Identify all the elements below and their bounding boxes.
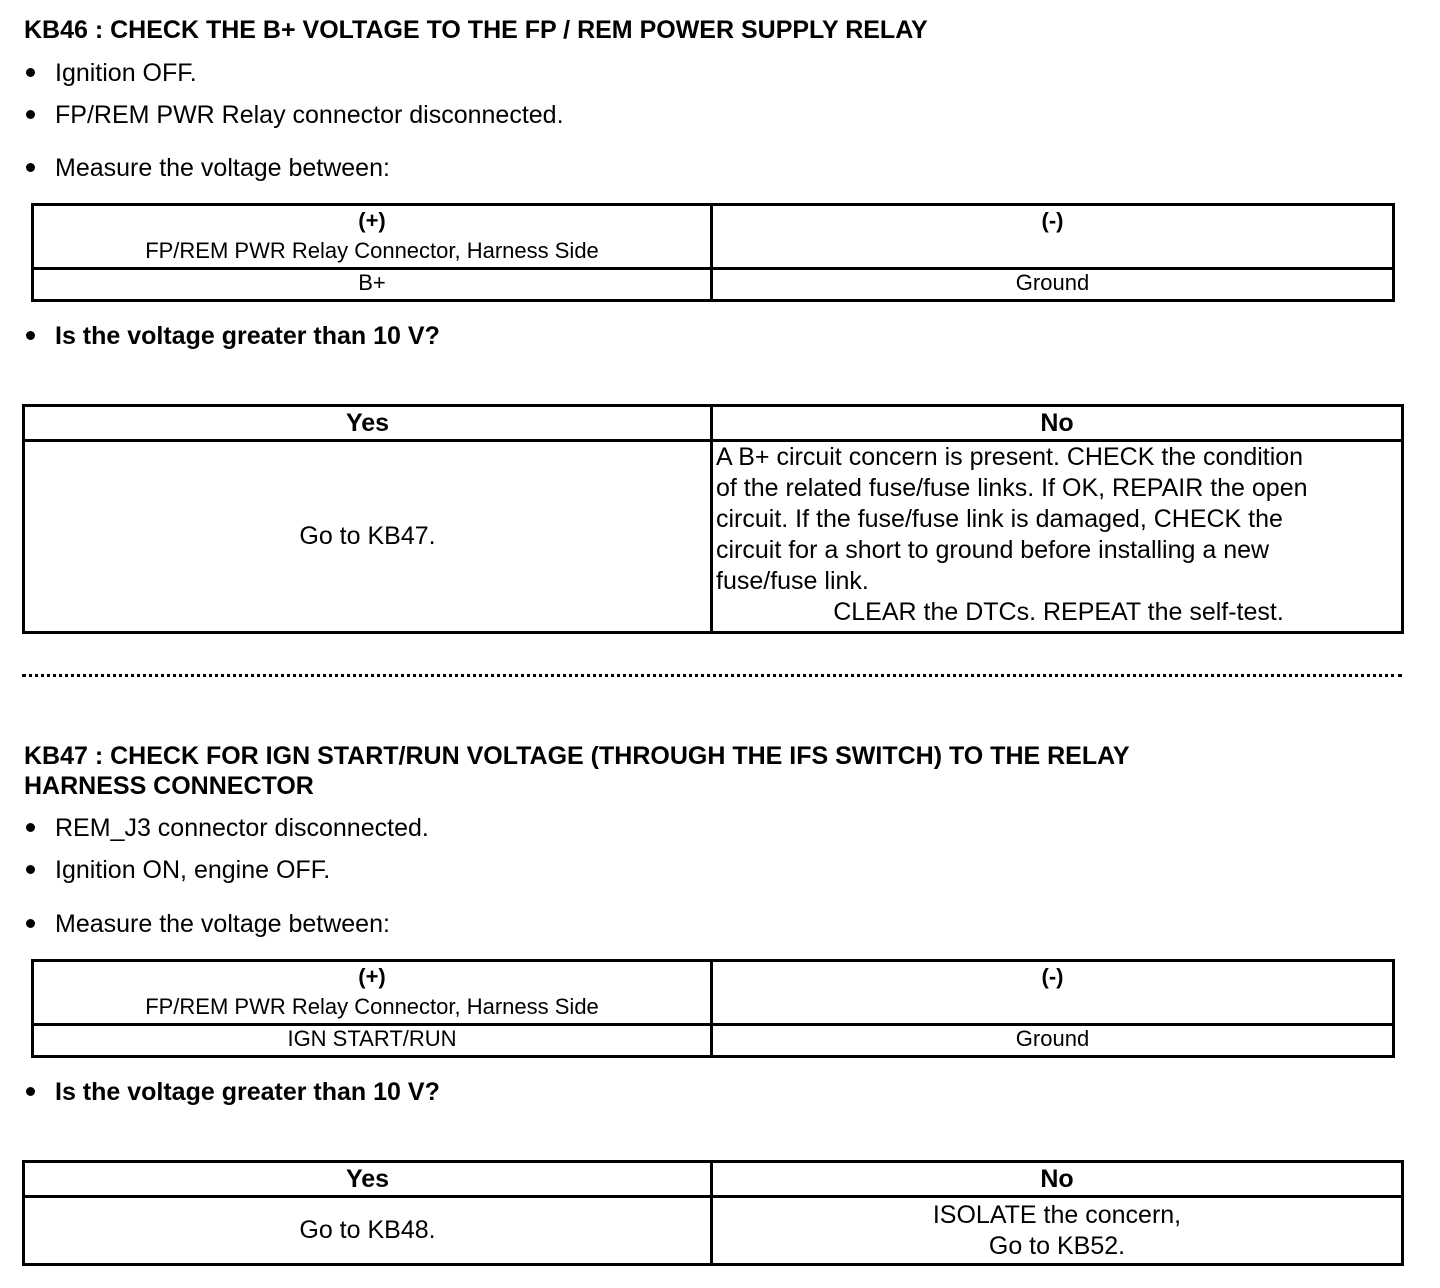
kb46-title: KB46 : CHECK THE B+ VOLTAGE TO THE FP / REM POWER SUPPLY RELAY — [24, 16, 928, 44]
kb47-title-line-2: HARNESS CONNECTOR — [24, 772, 314, 800]
yes-action: Go to KB47. — [24, 441, 712, 633]
positive-sub: FP/REM PWR Relay Connector, Harness Side — [145, 238, 599, 263]
negative-header: (-) — [1041, 208, 1064, 233]
positive-header: (+) — [358, 208, 386, 233]
bullet-icon — [26, 919, 35, 928]
bullet-icon — [26, 865, 35, 874]
yes-header: Yes — [24, 1162, 712, 1197]
kb46-measure-label: Measure the voltage between: — [26, 153, 390, 183]
positive-value: B+ — [33, 269, 712, 301]
positive-lead-cell — [33, 961, 712, 1025]
kb47-measure-table — [31, 959, 1395, 1058]
negative-value: Ground — [712, 269, 1394, 301]
bullet-icon — [26, 68, 35, 77]
kb47-title-line-1: KB47 : CHECK FOR IGN START/RUN VOLTAGE (THROUGH THE IFS SWITCH) TO THE RELAY — [24, 742, 1130, 770]
kb47-bullet-2: Ignition ON, engine OFF. — [26, 855, 330, 885]
kb47-measure-label: Measure the voltage between: — [26, 909, 390, 939]
negative-lead-cell — [712, 961, 1394, 1025]
kb46-bullet-1: Ignition OFF. — [26, 58, 197, 88]
positive-sub: FP/REM PWR Relay Connector, Harness Side — [145, 994, 599, 1019]
no-header: No — [712, 1162, 1403, 1197]
kb47-bullet-1: REM_J3 connector disconnected. — [26, 813, 429, 843]
no-header: No — [712, 406, 1403, 441]
bullet-icon — [26, 331, 35, 340]
kb46-bullet-2: FP/REM PWR Relay connector disconnected. — [26, 100, 564, 130]
negative-lead-cell — [712, 205, 1394, 269]
bullet-icon — [26, 823, 35, 832]
positive-lead-cell — [33, 205, 712, 269]
positive-header: (+) — [358, 964, 386, 989]
kb47-result-table — [22, 1160, 1404, 1266]
bullet-icon — [26, 1087, 35, 1096]
kb47-question: Is the voltage greater than 10 V? — [26, 1077, 440, 1107]
kb46-result-table — [22, 404, 1404, 634]
no-action: A B+ circuit concern is present. CHECK the condition of the related fuse/fuse links. If OK, REPAIR the open circuit. If the fuse/fuse link is damaged, CHECK the circuit for a short to ground before installing a new fuse/fuse link. CLEAR the DTCs. REPEAT the self-test. — [712, 441, 1403, 633]
yes-header: Yes — [24, 406, 712, 441]
kb46-question: Is the voltage greater than 10 V? — [26, 321, 440, 351]
negative-value: Ground — [712, 1025, 1394, 1057]
yes-action: Go to KB48. — [24, 1197, 712, 1265]
bullet-icon — [26, 163, 35, 172]
section-divider — [22, 674, 1402, 677]
positive-value: IGN START/RUN — [33, 1025, 712, 1057]
kb46-measure-table — [31, 203, 1395, 302]
negative-header: (-) — [1041, 964, 1064, 989]
bullet-icon — [26, 110, 35, 119]
no-action: ISOLATE the concern, Go to KB52. — [712, 1197, 1403, 1265]
